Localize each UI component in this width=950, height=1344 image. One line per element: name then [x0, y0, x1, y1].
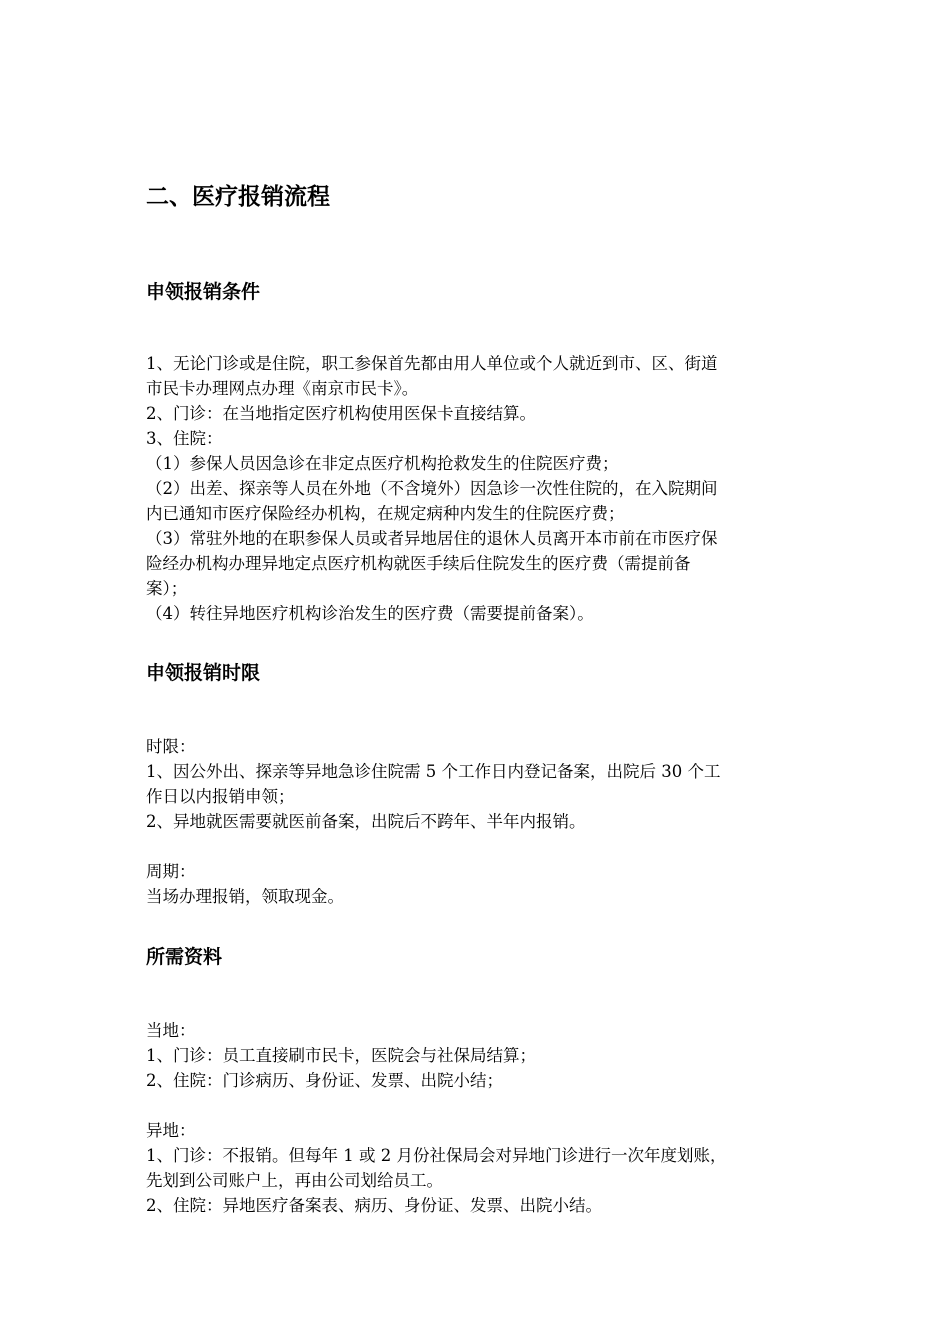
text-line: （1）参保人员因急诊在非定点医疗机构抢救发生的住院医疗费； [146, 454, 619, 473]
section-heading-conditions: 申领报销条件 [146, 281, 261, 303]
text-line: （2）出差、探亲等人员在外地（不含境外）因急诊一次性住院的，在入院期间 [146, 479, 718, 498]
group-label: 当地： [146, 1021, 196, 1040]
text-line: 2、异地就医需要就医前备案，出院后不跨年、半年内报销。 [146, 812, 586, 831]
text-line: 内已通知市医疗保险经办机构，在规定病种内发生的住院医疗费； [146, 504, 625, 523]
text-line: 1、因公外出、探亲等异地急诊住院需 5 个工作日内登记备案，出院后 30 个工 [146, 762, 721, 781]
text-line: 3、住院： [146, 429, 223, 448]
conditions-text [146, 351, 810, 626]
text-line: 当场办理报销，领取现金。 [146, 887, 344, 906]
time-limit-text [146, 734, 810, 834]
text-line: 险经办机构办理异地定点医疗机构就医手续后住院发生的医疗费（需提前备 [146, 554, 691, 573]
group-label: 异地： [146, 1121, 196, 1140]
group-label: 周期： [146, 862, 196, 881]
group-label: 时限： [146, 737, 196, 756]
text-line: 2、门诊：在当地指定医疗机构使用医保卡直接结算。 [146, 404, 536, 423]
text-line: 1、门诊：员工直接刷市民卡，医院会与社保局结算； [146, 1046, 536, 1065]
text-line: 作日以内报销申领； [146, 787, 295, 806]
text-line: 1、无论门诊或是住院，职工参保首先都由用人单位或个人就近到市、区、街道 [146, 354, 718, 373]
text-line: 1、门诊：不报销。但每年 1 或 2 月份社保局会对异地门诊进行一次年度划账， [146, 1146, 727, 1165]
text-line: 2、住院：异地医疗备案表、病历、身份证、发票、出院小结。 [146, 1196, 602, 1215]
section-heading-time-limit: 申领报销时限 [146, 662, 261, 684]
text-line: 案）； [146, 579, 188, 598]
text-line: 市民卡办理网点办理《南京市民卡》。 [146, 379, 419, 398]
text-line: （3）常驻外地的在职参保人员或者异地居住的退休人员离开本市前在市医疗保 [146, 529, 718, 548]
cycle-text [146, 859, 810, 909]
local-materials-text [146, 1018, 810, 1093]
text-line: 2、住院：门诊病历、身份证、发票、出院小结； [146, 1071, 503, 1090]
page-title: 二、医疗报销流程 [146, 184, 330, 210]
text-line: （4）转往异地医疗机构诊治发生的医疗费（需要提前备案）。 [146, 604, 594, 623]
remote-materials-text [146, 1118, 810, 1218]
section-heading-materials: 所需资料 [146, 946, 223, 968]
text-line: 先划到公司账户上，再由公司划给员工。 [146, 1171, 443, 1190]
